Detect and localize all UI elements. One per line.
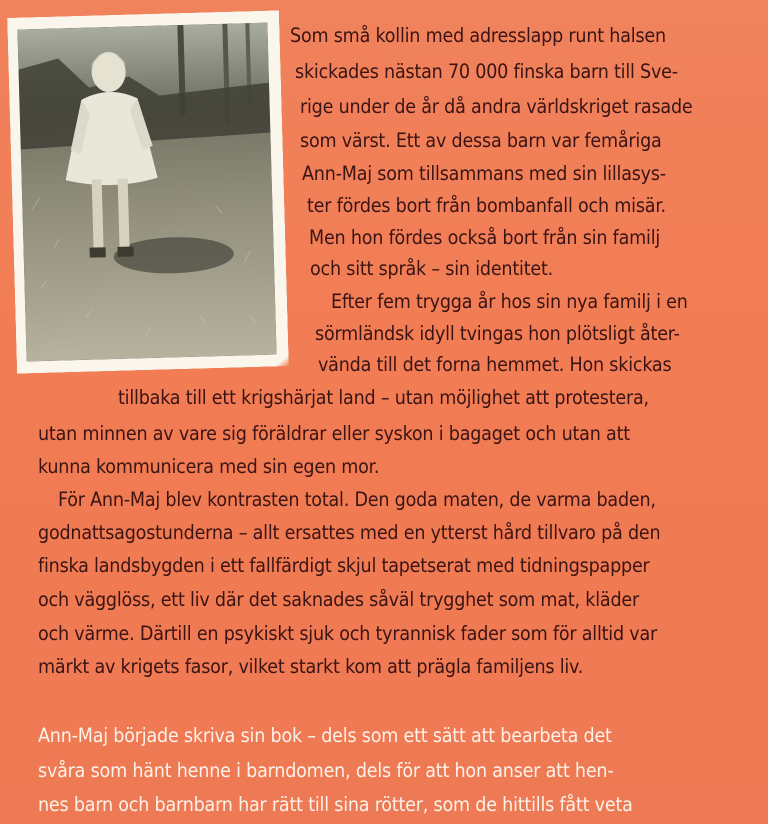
text-line: skickades nästan 70 000 finska barn till Sve- xyxy=(295,60,678,83)
text-line: sörmländsk idyll tvingas hon plötsligt åter- xyxy=(315,322,680,345)
text-line: ter fördes bort från bombanfall och misär. xyxy=(307,194,666,217)
text-line: vända till det forna hemmet. Hon skickas xyxy=(318,353,672,376)
text-line-light: Ann-Maj började skriva sin bok – dels som ett sätt att bearbeta det xyxy=(38,724,612,747)
text-line: och sitt språk – sin identitet. xyxy=(310,257,554,280)
text-line: märkt av krigets fasor, vilket starkt kom att prägla familjens liv. xyxy=(38,655,584,678)
text-line: Men hon fördes också bort från sin familj xyxy=(309,226,661,249)
child-photo-icon xyxy=(17,23,276,362)
text-line: som värst. Ett av dessa barn var femåriga xyxy=(300,129,662,152)
text-line: För Ann-Maj blev kontrasten total. Den goda maten, de varma baden, xyxy=(58,488,656,511)
child-photo xyxy=(7,10,289,373)
text-line: och värme. Därtill en psykiskt sjuk och tyrannisk fader som för alltid var xyxy=(38,622,658,645)
text-line: och vägglöss, ett liv där det saknades såväl trygghet som mat, kläder xyxy=(38,588,640,611)
text-line: Efter fem trygga år hos sin nya familj i en xyxy=(331,290,688,313)
text-line: utan minnen av vare sig föräldrar eller syskon i bagaget och utan att xyxy=(38,422,630,445)
text-line: finska landsbygden i ett fallfärdigt skjul tapetserat med tidningspapper xyxy=(38,554,650,577)
text-line: rige under de år då andra världskriget rasade xyxy=(300,95,693,118)
text-line: Ann-Maj som tillsammans med sin lillasys- xyxy=(302,162,666,185)
text-line-light: nes barn och barnbarn har rätt till sina rötter, som de hittills fått veta xyxy=(38,793,633,816)
text-line: tillbaka till ett krigshärjat land – utan möjlighet att protestera, xyxy=(118,386,649,409)
text-line: Som små kollin med adresslapp runt halsen xyxy=(290,24,666,47)
text-line-light: svåra som hänt henne i barndomen, dels för att hon anser att hen- xyxy=(38,759,614,782)
text-line: kunna kommunicera med sin egen mor. xyxy=(38,455,380,478)
text-line: godnattsagostunderna – allt ersattes med en ytterst hård tillvaro på den xyxy=(38,521,661,544)
